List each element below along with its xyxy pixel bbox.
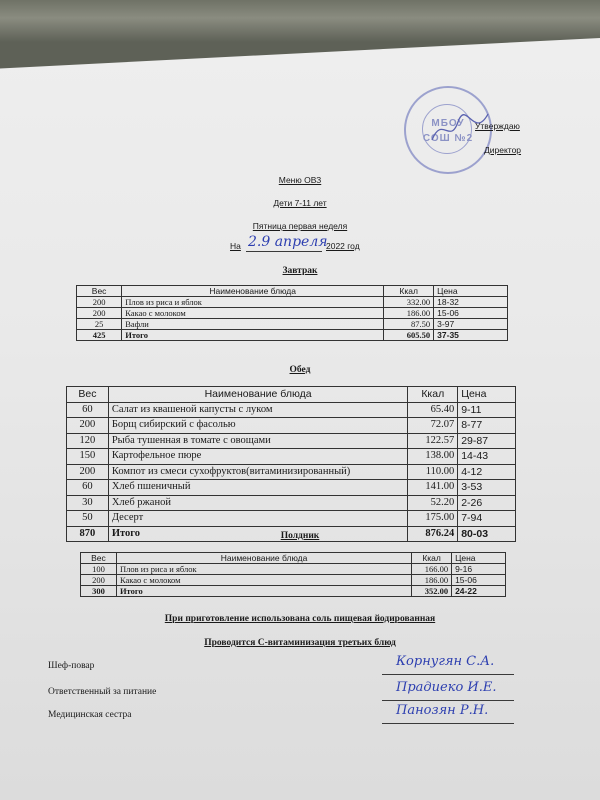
- weight-cell: 200: [77, 308, 122, 319]
- vitamin-note: Проводится С-витаминизация третьих блюд: [204, 638, 396, 648]
- column-header: Ккал: [412, 553, 452, 564]
- dish-name-cell: Салат из квашеной капусты с луком: [108, 402, 408, 418]
- week-label: Пятница первая неделя: [252, 221, 348, 231]
- stamp-text-line2: СОШ №2: [422, 133, 474, 144]
- kcal-cell: 166.00: [412, 564, 452, 575]
- column-header: Ккал: [384, 286, 434, 297]
- price-cell: 29-87: [458, 433, 516, 449]
- table-row: [77, 319, 508, 330]
- breakfast-table: [76, 285, 508, 341]
- column-header: Цена: [434, 286, 508, 297]
- total-price-cell: 80-03: [458, 526, 516, 542]
- dish-name-cell: Компот из смеси сухофруктов(витаминизированный): [108, 464, 408, 480]
- column-header: Вес: [77, 286, 122, 297]
- weight-cell: 120: [67, 433, 109, 449]
- column-header: Вес: [81, 553, 117, 564]
- table-row: [77, 308, 508, 319]
- table-row: [67, 449, 516, 465]
- dish-name-cell: Плов из риса и яблок: [116, 564, 411, 575]
- price-cell: 2-26: [458, 495, 516, 511]
- column-header: Цена: [452, 553, 506, 564]
- dish-name-cell: Картофельное пюре: [108, 449, 408, 465]
- column-header: Ккал: [408, 387, 458, 403]
- table-row: [67, 495, 516, 511]
- snack-table: [80, 552, 506, 597]
- kcal-cell: 186.00: [412, 575, 452, 586]
- table-row: [67, 418, 516, 434]
- kcal-cell: 138.00: [408, 449, 458, 465]
- price-cell: 4-12: [458, 464, 516, 480]
- menu-title: Меню ОВЗ: [278, 175, 322, 185]
- dish-name-cell: Хлеб ржаной: [108, 495, 408, 511]
- table-row: [67, 480, 516, 496]
- total-price-cell: 37-35: [434, 330, 508, 341]
- table-row: [67, 402, 516, 418]
- dish-name-cell: Какао с молоком: [122, 308, 384, 319]
- weight-cell: 150: [67, 449, 109, 465]
- table-header-row: [67, 387, 516, 403]
- total-kcal-cell: 876.24: [408, 526, 458, 542]
- signature-line-chef: [382, 674, 514, 675]
- signature-food-responsible: Прадиеко И.Е.: [396, 680, 497, 695]
- weight-cell: 200: [77, 297, 122, 308]
- date-underline: [246, 251, 322, 252]
- weight-cell: 100: [81, 564, 117, 575]
- total-row: [81, 586, 506, 597]
- price-cell: 9-16: [452, 564, 506, 575]
- kcal-cell: 175.00: [408, 511, 458, 527]
- weight-cell: 200: [81, 575, 117, 586]
- kcal-cell: 186.00: [384, 308, 434, 319]
- date-year: 2022 год: [326, 241, 360, 251]
- price-cell: 14-43: [458, 449, 516, 465]
- kcal-cell: 110.00: [408, 464, 458, 480]
- weight-cell: 50: [67, 511, 109, 527]
- table-header-row: [81, 553, 506, 564]
- price-cell: 3-97: [434, 319, 508, 330]
- total-kcal-cell: 605.50: [384, 330, 434, 341]
- kcal-cell: 87.50: [384, 319, 434, 330]
- total-weight-cell: 870: [67, 526, 109, 542]
- staff-role-nurse: Медицинская сестра: [48, 710, 132, 720]
- total-row: [77, 330, 508, 341]
- column-header: Наименование блюда: [122, 286, 384, 297]
- staff-role-chef: Шеф-повар: [48, 661, 95, 671]
- kcal-cell: 65.40: [408, 402, 458, 418]
- price-cell: 9-11: [458, 402, 516, 418]
- dish-name-cell: Десерт: [108, 511, 408, 527]
- column-header: Наименование блюда: [116, 553, 411, 564]
- signature-line-food-responsible: [382, 700, 514, 701]
- price-cell: 18-32: [434, 297, 508, 308]
- total-label-cell: Итого: [122, 330, 384, 341]
- kcal-cell: 332.00: [384, 297, 434, 308]
- table-row: [67, 511, 516, 527]
- column-header: Наименование блюда: [108, 387, 408, 403]
- dish-name-cell: Вафли: [122, 319, 384, 330]
- kcal-cell: 52.20: [408, 495, 458, 511]
- weight-cell: 60: [67, 402, 109, 418]
- children-age: Дети 7-11 лет: [273, 198, 327, 208]
- weight-cell: 30: [67, 495, 109, 511]
- total-label-cell: Итого: [108, 526, 408, 542]
- signature-line-nurse: [382, 723, 514, 724]
- snack-title: Полдник: [280, 531, 320, 541]
- stamp-text-line1: МБОУ: [431, 118, 465, 129]
- lunch-title: Обед: [289, 365, 311, 375]
- kcal-cell: 141.00: [408, 480, 458, 496]
- table-row: [81, 564, 506, 575]
- price-cell: 15-06: [434, 308, 508, 319]
- weight-cell: 25: [77, 319, 122, 330]
- price-cell: 15-06: [452, 575, 506, 586]
- total-weight-cell: 425: [77, 330, 122, 341]
- table-row: [67, 433, 516, 449]
- weight-cell: 60: [67, 480, 109, 496]
- column-header: Цена: [458, 387, 516, 403]
- price-cell: 8-77: [458, 418, 516, 434]
- breakfast-title: Завтрак: [282, 266, 318, 276]
- staff-role-food-responsible: Ответственный за питание: [48, 687, 157, 697]
- approve-label: Утверждаю: [475, 121, 520, 131]
- date-prefix: На: [230, 241, 241, 251]
- dish-name-cell: Рыба тушенная в томате с овощами: [108, 433, 408, 449]
- total-kcal-cell: 352.00: [412, 586, 452, 597]
- dish-name-cell: Какао с молоком: [116, 575, 411, 586]
- director-label: Директор: [484, 145, 522, 155]
- column-header: Вес: [67, 387, 109, 403]
- salt-note: При приготовление использована соль пищевая йодированная: [164, 614, 436, 624]
- dish-name-cell: Плов из риса и яблок: [122, 297, 384, 308]
- lunch-table: [66, 386, 516, 542]
- table-row: [81, 575, 506, 586]
- table-row: [77, 297, 508, 308]
- kcal-cell: 72.07: [408, 418, 458, 434]
- date-handwritten: 2.9 апреля: [248, 234, 328, 250]
- table-header-row: [77, 286, 508, 297]
- table-row: [67, 464, 516, 480]
- total-price-cell: 24-22: [452, 586, 506, 597]
- price-cell: 3-53: [458, 480, 516, 496]
- total-weight-cell: 300: [81, 586, 117, 597]
- dish-name-cell: Хлеб пшеничный: [108, 480, 408, 496]
- kcal-cell: 122.57: [408, 433, 458, 449]
- price-cell: 7-94: [458, 511, 516, 527]
- weight-cell: 200: [67, 418, 109, 434]
- signature-chef: Корнугян С.А.: [396, 654, 495, 669]
- signature-nurse: Панозян Р.Н.: [396, 703, 489, 718]
- total-label-cell: Итого: [116, 586, 411, 597]
- dish-name-cell: Борщ сибирский с фасолью: [108, 418, 408, 434]
- weight-cell: 200: [67, 464, 109, 480]
